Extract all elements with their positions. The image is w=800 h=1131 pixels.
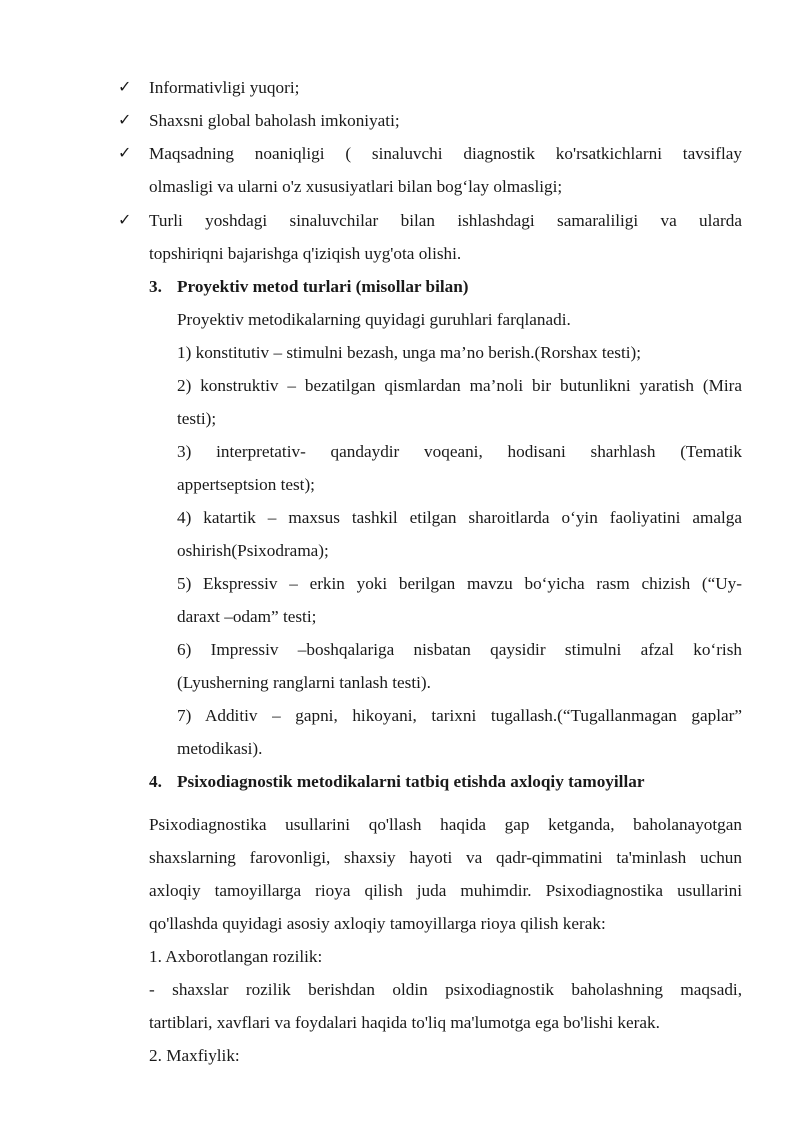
- bullet-goal-uncertainty-line2: olmasligi va ularni o'z xususiyatlari bilan bog‘lay olmasligi;: [149, 177, 563, 196]
- check-icon: ✓: [118, 210, 132, 229]
- method-item-2-line1: 2) konstruktiv – bezatilgan qismlardan ma’noli bir butunlikni yaratish (Mira: [177, 376, 742, 395]
- ethics-paragraph-line1: Psixodiagnostika usullarini qo'llash haqida gap ketganda, baholanayotgan: [149, 815, 742, 834]
- check-icon: ✓: [118, 110, 132, 129]
- section-3-heading: Proyektiv metod turlari (misollar bilan): [177, 277, 469, 296]
- method-item-1: 1) konstitutiv – stimulni bezash, unga ma’no berish.(Rorshax testi);: [177, 343, 641, 362]
- principle-2-title: 2. Maxfiylik:: [149, 1046, 240, 1065]
- method-item-6-line2: (Lyusherning ranglarni tanlash testi).: [177, 673, 431, 692]
- method-item-3-line2: appertseptsion test);: [177, 475, 315, 494]
- bullet-efficiency-line1: Turli yoshdagi sinaluvchilar bilan ishlashdagi samaraliligi va ularda: [149, 211, 742, 230]
- principle-1-text-line2: tartiblari, xavflari va foydalari haqida to'liq ma'lumotga ega bo'lishi kerak.: [149, 1013, 660, 1032]
- section-3-intro: Proyektiv metodikalarning quyidagi guruhlari farqlanadi.: [177, 310, 571, 329]
- ethics-paragraph-line3: axloqiy tamoyillarga rioya qilish juda muhimdir. Psixodiagnostika usullarini: [149, 881, 742, 900]
- bullet-efficiency-line2: topshiriqni bajarishga q'iziqish uyg'ota olishi.: [149, 244, 462, 263]
- method-item-2-line2: testi);: [177, 409, 217, 428]
- section-3-number: 3.: [149, 277, 162, 296]
- principle-1-title: 1. Axborotlangan rozilik:: [149, 947, 323, 966]
- ethics-paragraph-line2: shaxslarning farovonligi, shaxsiy hayoti va qadr-qimmatini ta'minlash uchun: [149, 848, 742, 867]
- method-item-3-line1: 3) interpretativ- qandaydir voqeani, hodisani sharhlash (Tematik: [177, 442, 742, 461]
- bullet-goal-uncertainty-line1: Maqsadning noaniqligi ( sinaluvchi diagnostik ko'rsatkichlarni tavsiflay: [149, 144, 742, 163]
- ethics-paragraph-line4: qo'llashda quyidagi asosiy axloqiy tamoyillarga rioya qilish kerak:: [149, 914, 606, 933]
- method-item-4-line2: oshirish(Psixodrama);: [177, 541, 329, 560]
- method-item-5-line2: daraxt –odam” testi;: [177, 607, 317, 626]
- principle-1-text-line1: - shaxslar rozilik berishdan oldin psixodiagnostik baholashning maqsadi,: [149, 980, 742, 999]
- check-icon: ✓: [118, 143, 132, 162]
- method-item-4-line1: 4) katartik – maxsus tashkil etilgan sharoitlarda o‘yin faoliyatini amalga: [177, 508, 742, 527]
- section-4-heading: Psixodiagnostik metodikalarni tatbiq etishda axloqiy tamoyillar: [177, 772, 645, 791]
- method-item-7-line2: metodikasi).: [177, 739, 263, 758]
- method-item-5-line1: 5) Ekspressiv – erkin yoki berilgan mavzu bo‘yicha rasm chizish (“Uy-: [177, 574, 742, 593]
- check-icon: ✓: [118, 77, 132, 96]
- section-4-number: 4.: [149, 772, 162, 791]
- bullet-informativity: Informativligi yuqori;: [149, 78, 300, 97]
- method-item-7-line1: 7) Additiv – gapni, hikoyani, tarixni tugallash.(“Tugallanmagan gaplar”: [177, 706, 742, 725]
- bullet-global-assessment: Shaxsni global baholash imkoniyati;: [149, 111, 400, 130]
- method-item-6-line1: 6) Impressiv –boshqalariga nisbatan qaysidir stimulni afzal ko‘rish: [177, 640, 742, 659]
